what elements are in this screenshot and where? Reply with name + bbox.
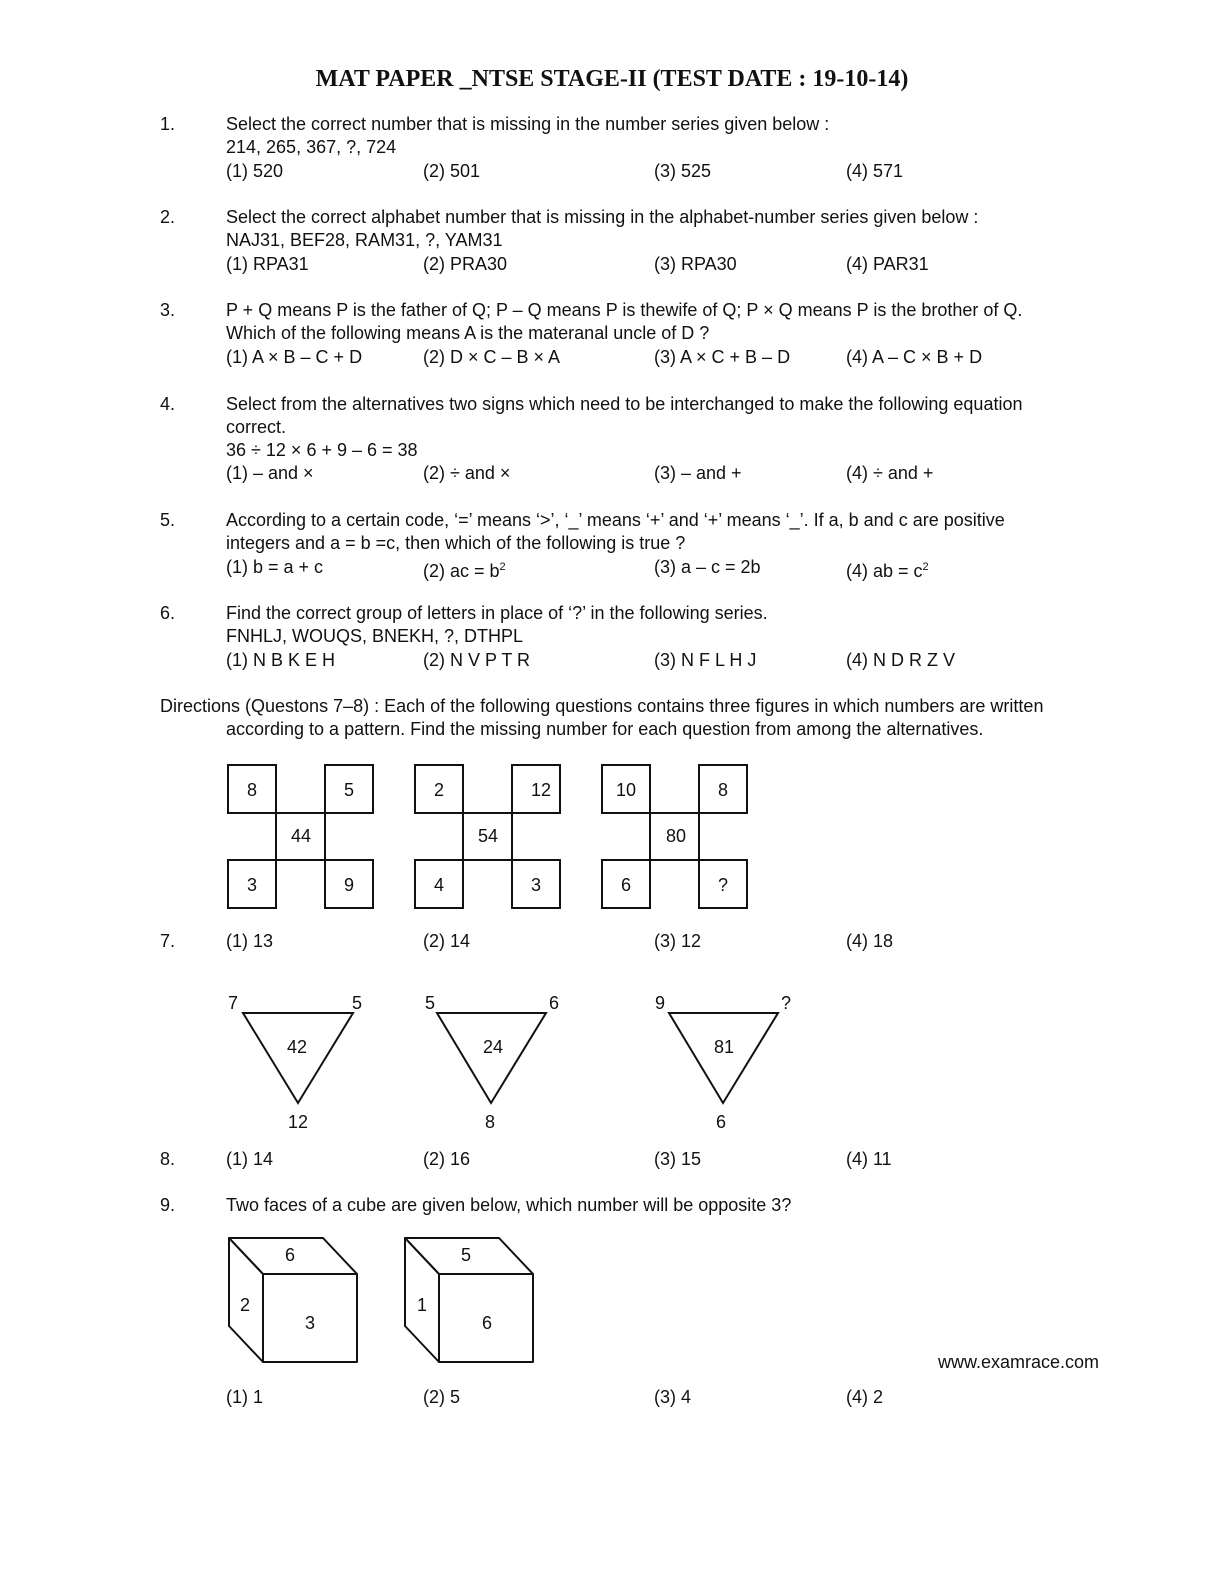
question-number: 3.: [160, 300, 176, 320]
option-2: (2) 16: [423, 1149, 471, 1169]
option-4: (4) 18: [846, 931, 894, 951]
cell-bottom-right: ?: [717, 875, 729, 895]
option-3: (3) a – c = 2b: [654, 557, 761, 577]
cell-top-right: 8: [717, 780, 729, 800]
option-3: (3) 12: [654, 931, 702, 951]
cell-bottom-left: 4: [433, 875, 445, 895]
q7-figure-2: [415, 765, 560, 908]
option-2: (2) 5: [423, 1387, 461, 1407]
question-text: FNHLJ, WOUQS, BNEKH, ?, DTHPL: [226, 626, 524, 646]
directions-text: according to a pattern. Find the missing number for each question from among the alternatives.: [226, 719, 984, 739]
option-1: (1) b = a + c: [226, 557, 324, 577]
question-number: 1.: [160, 114, 176, 134]
superscript: 2: [499, 561, 506, 573]
corner-left: 5: [425, 993, 436, 1013]
option-1: (1) A × B – C + D: [226, 347, 363, 367]
question-text: 214, 265, 367, ?, 724: [226, 137, 397, 157]
question-number: 5.: [160, 510, 176, 530]
option-2: [423, 556, 506, 582]
option-1: (1) N B K E H: [226, 650, 336, 670]
option-3: (3) RPA30: [654, 254, 737, 274]
option-3: (3) – and +: [654, 463, 742, 483]
triangle-center: 24: [482, 1037, 504, 1057]
option-1: (1) 520: [226, 161, 284, 181]
question-text: Select from the alternatives two signs which need to be interchanged to make the following equation: [226, 394, 1023, 414]
option-3: (3) 4: [654, 1387, 692, 1407]
option-4: (4) ÷ and +: [846, 463, 934, 483]
option-2: (2) D × C – B × A: [423, 347, 561, 367]
cube-front-face: 6: [481, 1313, 493, 1333]
question-text: Two faces of a cube are given below, which number will be opposite 3?: [226, 1195, 792, 1215]
option-3: (3) N F L H J: [654, 650, 757, 670]
cube-top-face: 6: [284, 1245, 296, 1265]
option-2: (2) PRA30: [423, 254, 508, 274]
cell-top-right: 12: [530, 780, 552, 800]
option-1: (1) 13: [226, 931, 274, 951]
option-3: (3) 525: [654, 161, 712, 181]
option-4: (4) 11: [846, 1149, 892, 1169]
triangle-center: 42: [286, 1037, 308, 1057]
cell-center: 80: [665, 826, 687, 846]
question-number: 4.: [160, 394, 176, 414]
q7-figure-1: [228, 765, 373, 908]
cell-bottom-left: 6: [620, 875, 632, 895]
q7-figure-3: [602, 765, 747, 908]
corner-right: 6: [549, 993, 560, 1013]
option-1: (1) – and ×: [226, 463, 314, 483]
option-2: (2) 14: [423, 931, 471, 951]
question-text: P + Q means P is the father of Q; P – Q means P is thewife of Q; P × Q means P is the brother of Q.: [226, 300, 1023, 320]
option-3: (3) A × C + B – D: [654, 347, 791, 367]
cube-1: [229, 1238, 357, 1362]
cell-center: 44: [290, 826, 312, 846]
equation: 36 ÷ 12 × 6 + 9 – 6 = 38: [226, 440, 418, 460]
option-2: (2) ÷ and ×: [423, 463, 511, 483]
question-text: Select the correct alphabet number that is missing in the alphabet-number series given below :: [226, 207, 979, 227]
question-number: 7.: [160, 931, 176, 951]
question-text: correct.: [226, 417, 287, 437]
corner-left: 9: [655, 993, 666, 1013]
q8-triangle-3: [669, 1013, 778, 1103]
option-4: (4) PAR31: [846, 254, 929, 274]
option-3: (3) 15: [654, 1149, 702, 1169]
option-2: (2) N V P T R: [423, 650, 531, 670]
option-text: (2) ac = b: [423, 561, 500, 581]
cube-side-face: 2: [239, 1295, 251, 1315]
question-text: Which of the following means A is the materanal uncle of D ?: [226, 323, 710, 343]
question-text: integers and a = b =c, then which of the following is true ?: [226, 533, 686, 553]
directions-text: Directions (Questons 7–8) : Each of the following questions contains three figures in which numbers are written: [160, 696, 1044, 716]
website-url: www.examrace.com: [938, 1352, 1100, 1372]
corner-bottom: 8: [484, 1112, 496, 1132]
cube-2: [405, 1238, 533, 1362]
question-text: According to a certain code, ‘=’ means ‘>’, ‘_’ means ‘+’ and ‘+’ means ‘_’. If a, b and c are positive: [226, 510, 1005, 530]
corner-bottom: 6: [715, 1112, 727, 1132]
corner-right: ?: [781, 993, 792, 1013]
corner-bottom: 12: [287, 1112, 309, 1132]
cell-top-left: 8: [246, 780, 258, 800]
question-text: NAJ31, BEF28, RAM31, ?, YAM31: [226, 230, 503, 250]
option-4: (4) N D R Z V: [846, 650, 956, 670]
cell-top-right: 5: [343, 780, 355, 800]
cell-top-left: 2: [433, 780, 445, 800]
question-number: 2.: [160, 207, 176, 227]
option-4: (4) 2: [846, 1387, 884, 1407]
cube-top-face: 5: [460, 1245, 472, 1265]
cell-bottom-right: 3: [530, 875, 542, 895]
q8-triangle-2: [437, 1013, 546, 1103]
option-1: (1) RPA31: [226, 254, 309, 274]
cell-top-left: 10: [615, 780, 637, 800]
q8-triangle-1: [243, 1013, 353, 1103]
option-4: (4) 571: [846, 161, 904, 181]
question-text: Select the correct number that is missing in the number series given below :: [226, 114, 830, 134]
option-4: [846, 556, 929, 582]
page-title: MAT PAPER _NTSE STAGE-II (TEST DATE : 19-10-14): [315, 66, 909, 92]
option-text: (4) ab = c: [846, 561, 923, 581]
question-text: Find the correct group of letters in place of ‘?’ in the following series.: [226, 603, 768, 623]
question-number: 9.: [160, 1195, 176, 1215]
superscript: 2: [922, 561, 929, 573]
option-4: (4) A – C × B + D: [846, 347, 983, 367]
cell-bottom-right: 9: [343, 875, 355, 895]
question-number: 8.: [160, 1149, 176, 1169]
triangle-center: 81: [713, 1037, 735, 1057]
cube-side-face: 1: [416, 1295, 428, 1315]
cell-center: 54: [477, 826, 499, 846]
option-1: (1) 1: [226, 1387, 264, 1407]
question-number: 6.: [160, 603, 176, 623]
option-2: (2) 501: [423, 161, 481, 181]
corner-right: 5: [352, 993, 363, 1013]
cube-front-face: 3: [304, 1313, 316, 1333]
option-1: (1) 14: [226, 1149, 274, 1169]
cell-bottom-left: 3: [246, 875, 258, 895]
corner-left: 7: [228, 993, 239, 1013]
